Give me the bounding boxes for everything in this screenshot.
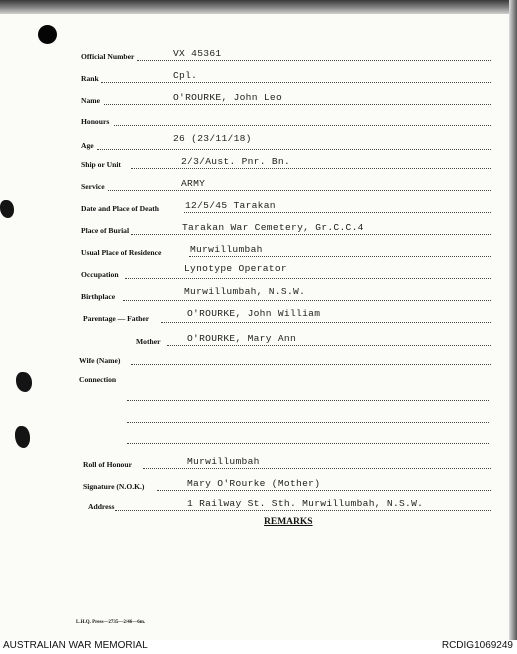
- remarks-heading: REMARKS: [264, 517, 313, 527]
- field-value: Lynotype Operator: [184, 263, 287, 275]
- field-value: O'ROURKE, John William: [187, 308, 321, 320]
- field-label: Usual Place of Residence: [81, 248, 162, 258]
- field-value: Cpl.: [173, 70, 198, 82]
- field-rank: [81, 69, 491, 83]
- field-label: Mother: [136, 337, 161, 347]
- field-label: Name: [81, 96, 100, 106]
- field-honours: [81, 112, 491, 126]
- record-id: RCDIG1069249: [441, 640, 513, 651]
- field-label: Date and Place of Death: [81, 204, 160, 214]
- field-name: [81, 91, 491, 105]
- field-value: Murwillumbah: [187, 456, 260, 468]
- field-value: Mary O'Rourke (Mother): [187, 478, 321, 490]
- field-label: Occupation: [81, 270, 119, 280]
- field-mother: [81, 332, 491, 346]
- field-value: 1 Railway St. Sth. Murwillumbah, N.S.W.: [187, 498, 424, 510]
- field-age: [81, 133, 491, 151]
- connection-line-1: [127, 400, 489, 401]
- field-father: [81, 309, 491, 323]
- field-value: O'ROURKE, Mary Ann: [187, 333, 297, 345]
- field-label: Address: [88, 502, 115, 512]
- field-signature-nok: [81, 477, 491, 491]
- field-usual-residence: [81, 243, 491, 257]
- scan-right-edge: [509, 0, 517, 640]
- field-value: 26 (23/11/18): [173, 133, 252, 145]
- field-label: Connection: [79, 375, 117, 385]
- field-birthplace: [81, 287, 491, 301]
- field-official-number: [81, 47, 491, 61]
- field-value: 2/3/Aust. Pnr. Bn.: [181, 156, 291, 168]
- field-value: O'ROURKE, John Leo: [173, 92, 283, 104]
- field-occupation: [81, 265, 491, 279]
- archive-footer: [0, 640, 517, 654]
- field-value: VX 45361: [173, 48, 222, 60]
- field-label: Birthplace: [81, 292, 116, 302]
- field-value: Tarakan War Cemetery, Gr.C.C.4: [182, 222, 364, 234]
- field-address: [81, 497, 491, 511]
- field-label: Signature (N.O.K.): [83, 482, 145, 492]
- field-wife: [81, 351, 491, 365]
- field-label: Roll of Honour: [83, 460, 132, 470]
- field-connection: [81, 372, 491, 386]
- field-label: Place of Burial: [81, 226, 130, 236]
- field-label: Wife (Name): [79, 356, 121, 366]
- field-value: ARMY: [181, 178, 206, 190]
- binder-mark-1: [0, 200, 14, 218]
- field-service: [81, 177, 491, 191]
- field-place-of-burial: [81, 221, 491, 235]
- field-label: Age: [81, 141, 94, 151]
- field-label: Official Number: [81, 52, 135, 62]
- field-value: Murwillumbah: [190, 244, 263, 256]
- scan-top-edge: [0, 0, 517, 14]
- field-ship-or-unit: [81, 155, 491, 169]
- punch-hole: [38, 25, 57, 44]
- field-value: 12/5/45 Tarakan: [185, 200, 276, 212]
- field-label: Honours: [81, 117, 110, 127]
- field-label: Service: [81, 182, 105, 192]
- field-date-place-of-death: [81, 199, 491, 213]
- connection-line-3: [127, 443, 489, 444]
- print-code: L.H.Q. Press—2735—2/46—6m.: [76, 620, 146, 625]
- binder-mark-2: [16, 372, 32, 392]
- field-label: Rank: [81, 74, 99, 84]
- connection-line-2: [127, 422, 489, 423]
- field-label: Parentage — Father: [83, 314, 150, 324]
- field-label: Ship or Unit: [81, 160, 121, 170]
- binder-mark-3: [15, 426, 30, 448]
- field-roll-of-honour: [81, 455, 491, 469]
- field-value: Murwillumbah, N.S.W.: [184, 286, 306, 298]
- archive-source: AUSTRALIAN WAR MEMORIAL: [3, 640, 148, 651]
